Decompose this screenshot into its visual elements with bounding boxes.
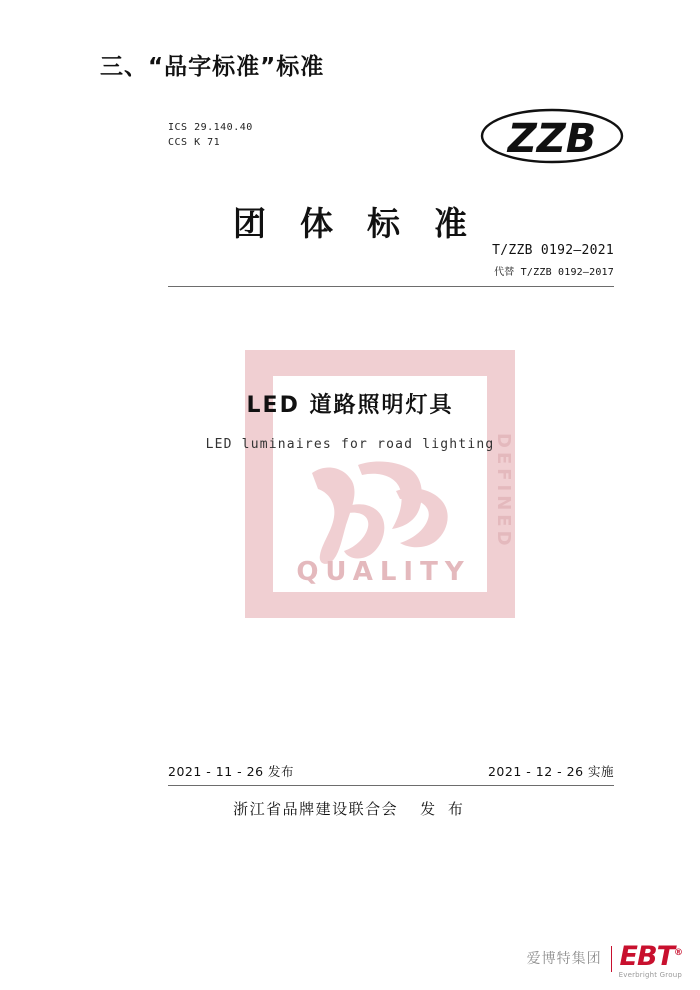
subject-title-en: LED luminaires for road lighting [205,437,495,452]
ccs-line: CCS K 71 [168,137,221,148]
publisher-verb: 发 布 [420,800,467,818]
svg-text:ZZB: ZZB [507,116,597,162]
ebt-divider [611,946,612,972]
registered-trademark-icon: ® [674,948,682,958]
emblem-frame-top [245,350,515,376]
publisher-line [0,798,700,819]
standard-type-title: 团体标准 [233,204,501,243]
standard-number: T/ZZB 0192—2021 [492,243,614,258]
implementation-date: 2021 - 12 - 26 实施 [487,764,614,779]
ebt-footer-logo [527,940,682,978]
subject-title-cn: LED 道路照明灯具 [246,393,454,418]
page-title: 三、“品字标准”标准 [100,54,325,80]
emblem-frame-bottom [245,592,515,618]
issue-date: 2021 - 11 - 26 发布 [168,764,295,779]
standard-replaces: 代替 T/ZZB 0192—2017 [494,267,614,278]
ics-line: ICS 29.140.40 [168,122,253,133]
ebt-mark-block [619,939,682,979]
standard-number-block [492,243,614,278]
zzb-logo [480,108,625,164]
footer-divider [168,785,614,786]
emblem-quality-text: QUALITY [296,557,471,587]
ebt-english-name: Everbright Group [618,971,682,979]
ebt-wordmark [620,939,682,971]
dates-row [168,762,614,780]
ics-classification-block [168,120,253,150]
ebt-chinese-block [527,951,602,967]
ebt-chinese-name: 爱博特集团 [526,951,602,967]
ebt-wordmark-text: EBT [619,941,674,972]
emblem-defined-text: DEFINED [493,432,514,550]
publisher-name: 浙江省品牌建设联合会 [233,800,399,818]
header-divider [168,286,614,287]
